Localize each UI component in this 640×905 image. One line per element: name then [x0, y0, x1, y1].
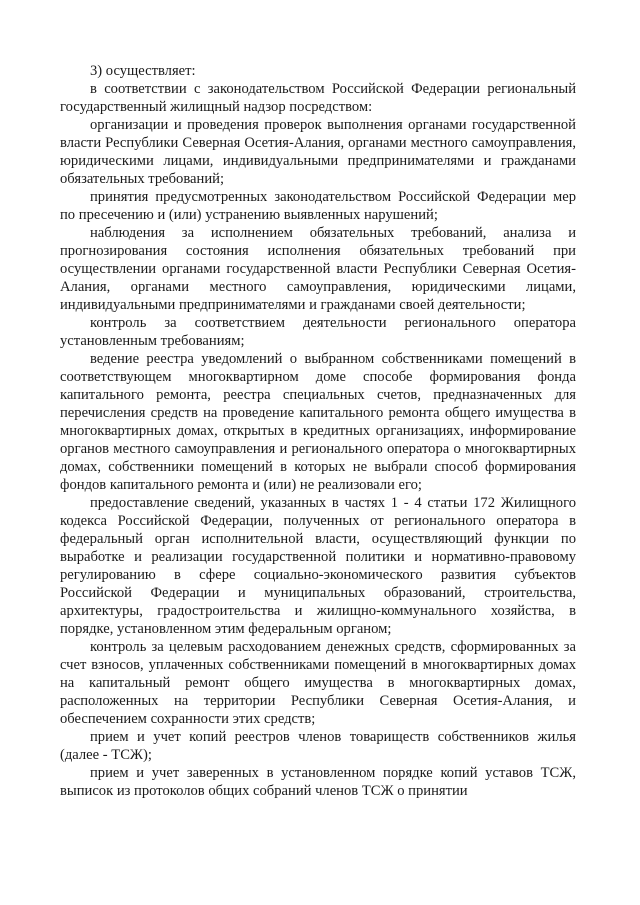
paragraph-inspections: организации и проведения проверок выполнения органами государственной власти Республики Северная Осетия-Алания, органами местного самоуправления, юридическими лицами, индивидуальными предпринимателями и гражданами обязательных требований; — [60, 117, 576, 187]
paragraph-regional-housing-supervision: в соответствии с законодательством Российской Федерации региональный государственный жилищный надзор посредством: — [60, 81, 576, 115]
paragraph-operator-control: контроль за соответствием деятельности регионального оператора установленным требованиям; — [60, 315, 576, 349]
paragraph-item-3: 3) осуществляет: — [90, 63, 196, 79]
paragraph-tszh-charters: прием и учет заверенных в установленном порядке копий уставов ТСЖ, выписок из протоколов общих собраний членов ТСЖ о принятии — [60, 765, 576, 799]
paragraph-funds-control: контроль за целевым расходованием денежных средств, сформированных за счет взносов, уплаченных собственниками помещений в многоквартирных домах на капитальный ремонт общего имущества в многоквартирных домах, расположенных на территории Республики Северная Осетия-Алания, и обеспечением сохранности этих средств; — [60, 639, 576, 727]
paragraph-tszh-registers: прием и учет копий реестров членов товариществ собственников жилья (далее - ТСЖ); — [60, 729, 576, 763]
paragraph-observation: наблюдения за исполнением обязательных требований, анализа и прогнозирования состояния исполнения обязательных требований при осуществлении органами государственной власти Республики Северная Осетия-Алания, органами местного самоуправления, юридическими лицами, индивидуальными предпринимателями и гражданами своей деятельности; — [60, 225, 576, 313]
paragraph-information-provision: предоставление сведений, указанных в частях 1 - 4 статьи 172 Жилищного кодекса Российской Федерации, полученных от регионального оператора в федеральный орган исполнительной власти, осуществляющий функции по выработке и реализации государственной политики и нормативно-правовому регулированию в сфере социально-экономического развития субъектов Российской Федерации и муниципальных образований, строительства, архитектуры, градостроительства и жилищно-коммунального хозяйства, в порядке, установленном этим федеральным органом; — [60, 495, 576, 637]
document-body — [60, 62, 576, 800]
paragraph-measures: принятия предусмотренных законодательством Российской Федерации мер по пресечению и (или) устранению выявленных нарушений; — [60, 189, 576, 223]
paragraph-registry: ведение реестра уведомлений о выбранном собственниками помещений в соответствующем многоквартирном доме способе формирования фонда капитального ремонта, реестра специальных счетов, предназначенных для перечисления средств на проведение капитального ремонта общего имущества в многоквартирных домах, открытых в кредитных организациях, информирование органов местного самоуправления и регионального оператора о многоквартирных домах, собственники помещений в которых не выбрали способ формирования фондов капитального ремонта и (или) не реализовали его; — [60, 351, 576, 493]
